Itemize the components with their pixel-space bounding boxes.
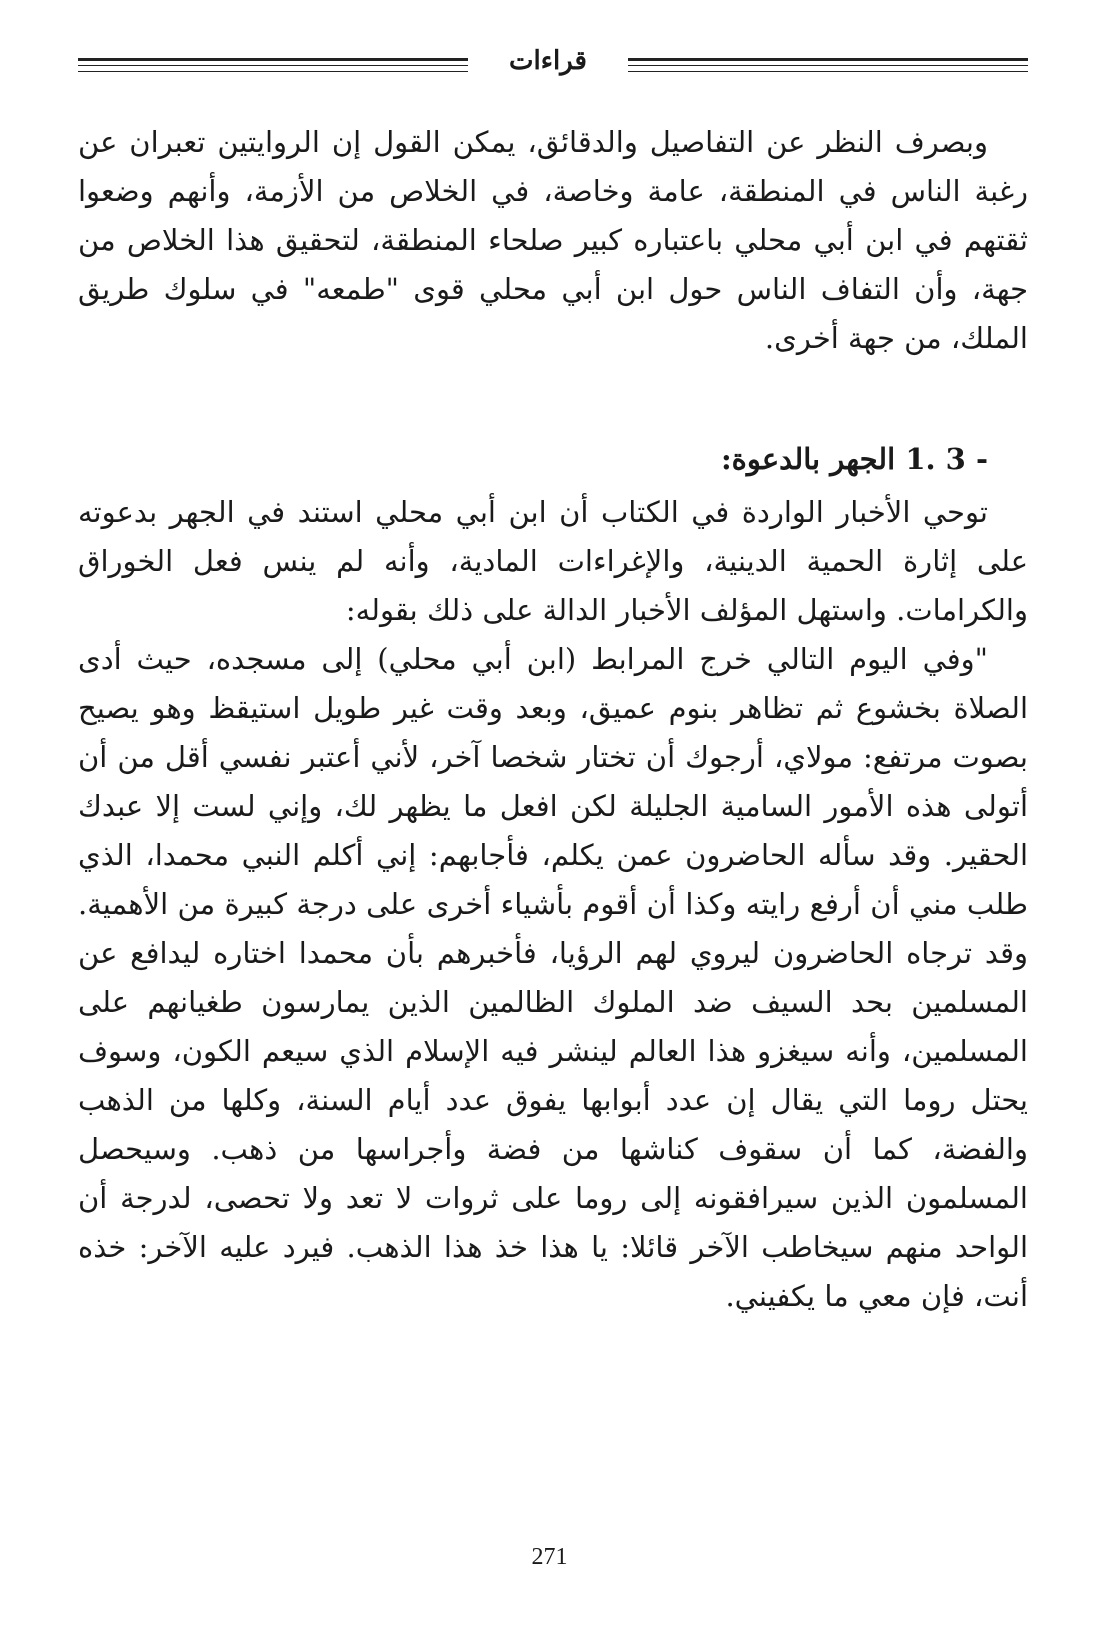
header-rule-left — [78, 58, 468, 72]
paragraph-intro: وبصرف النظر عن التفاصيل والدقائق، يمكن القول إن الروايتين تعبران عن رغبة الناس في المنطقة، عامة وخاصة، في الخلاص من الأزمة، وأنهم وضعوا ثقتهم في ابن أبي محلي باعتباره كبير صلحاء المنطقة، لتحقيق هذا الخلاص من جهة، وأن التفاف الناس حول ابن أبي محلي قوى "طمعه" في سلوك طريق الملك، من جهة أخرى. — [78, 125, 1028, 355]
page-body — [78, 118, 1028, 1321]
section-heading — [78, 435, 1028, 484]
running-header — [78, 46, 1028, 82]
page-number: 271 — [531, 1544, 568, 1570]
section-title: الجهر بالدعوة: — [720, 442, 896, 476]
block-quote: "وفي اليوم التالي خرج المرابط (ابن أبي محلي) إلى مسجده، حيث أدى الصلاة بخشوع ثم تظاهر بنوم عميق، وبعد وقت غير طويل استيقظ وهو يصيح بصوت مرتفع: مولاي، أرجوك أن تختار شخصا آخر، لأني أعتبر نفسي أقل من أن أتولى هذه الأمور السامية الجليلة لكن افعل ما يظهر لك، وإني لست إلا عبدك الحقير. وقد سأله الحاضرون عمن يكلم، فأجابهم: إني أكلم النبي محمدا، الذي طلب مني أن أرفع رايته وكذا أن أقوم بأشياء أخرى على درجة كبيرة من الأهمية. وقد ترجاه الحاضرون ليروي لهم الرؤيا، فأخبرهم بأن محمدا اختاره ليدافع عن المسلمين بحد السيف ضد الملوك الظالمين الذين يمارسون طغيانهم على المسلمين، وأنه سيغزو هذا العالم لينشر فيه الإسلام الذي سيعم الكون، وسوف يحتل روما التي يقال إن عدد أبوابها يفوق عدد أيام السنة، وكلها من الذهب والفضة، كما أن سقوف كناشها من فضة وأجراسها من ذهب. وسيحصل المسلمون الذين سيرافقونه إلى روما على ثروات لا تعد ولا تحصى، لدرجة أن الواحد منهم سيخاطب الآخر قائلا: يا هذا خذ هذا الذهب. فيرد عليه الآخر: خذه أنت، فإن معي ما يكفيني. — [78, 642, 1029, 1313]
header-rule-right — [628, 58, 1028, 72]
paragraph-dawa: توحي الأخبار الواردة في الكتاب أن ابن أبي محلي استند في الجهر بدعوته على إثارة الحمية الدينية، والإغراءات المادية، وأنه لم ينس فعل الخوراق والكرامات. واستهل المؤلف الأخبار الدالة على ذلك بقوله: — [78, 495, 1028, 627]
running-title: قراءات — [509, 46, 587, 76]
section-number: 1. 3 - — [905, 442, 988, 476]
